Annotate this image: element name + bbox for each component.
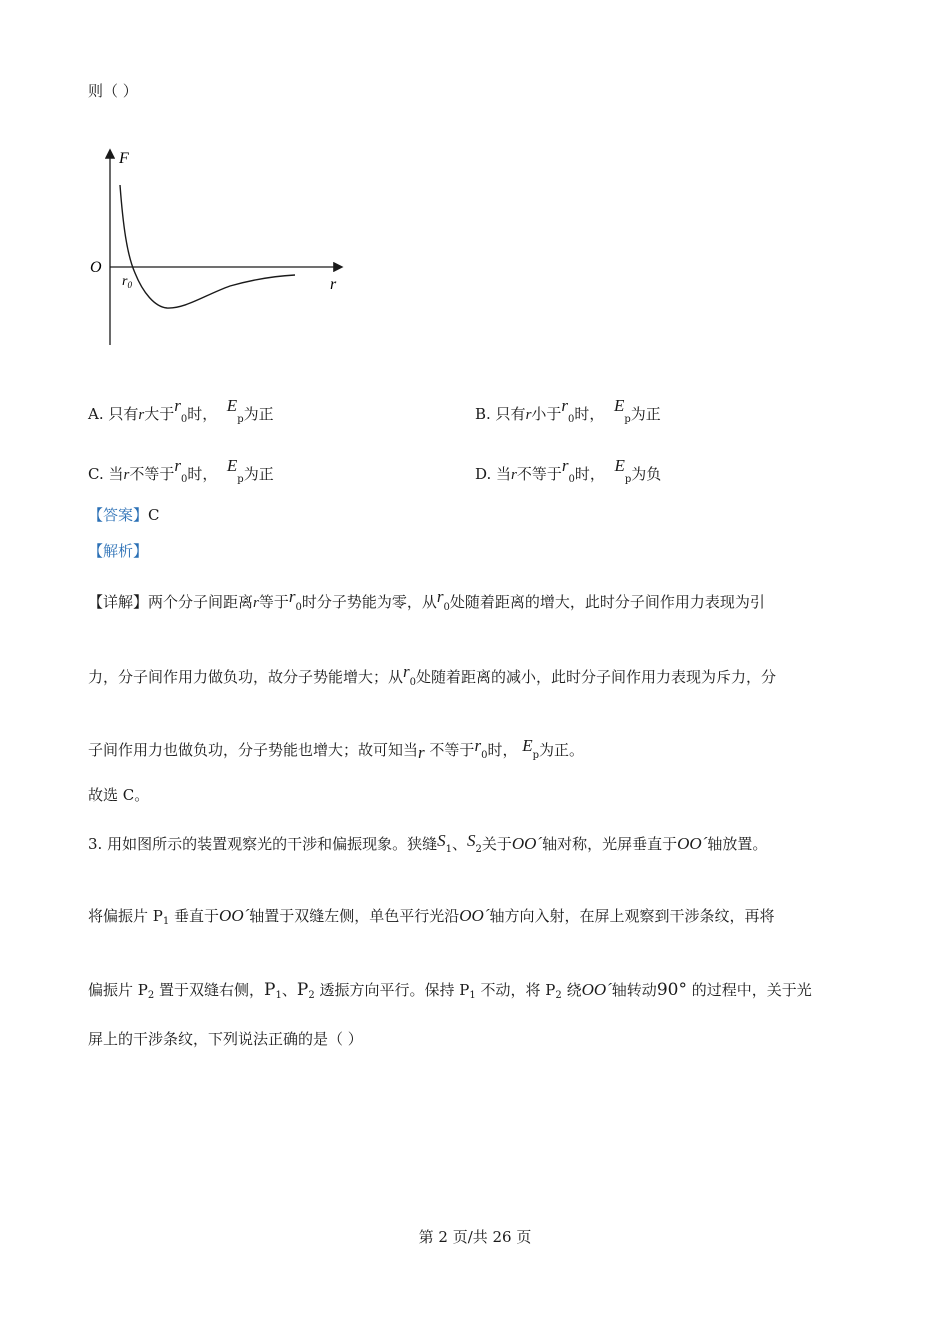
q3-line-4: 屏上的干涉条纹，下列说法正确的是（ ） — [88, 1030, 363, 1048]
q3-line-3: 偏振片 $P_2$ 置于双缝右侧，$P_1$、$P_2$ 透振方向平行。保持 $P_1$ 不动，将 $P_2$ 绕OO´轴转动90° 的过程中，关于光 — [88, 980, 812, 1001]
force-curve — [120, 185, 295, 308]
option-b[interactable]: B. 只有r小于$r_0$时， $E_p$为正 — [475, 396, 661, 425]
question-stem-tail: 则（ ） — [88, 82, 138, 100]
option-d[interactable]: D. 当r不等于$r_0$时， $E_p$为负 — [475, 456, 662, 485]
option-c[interactable]: C. 当r不等于$r_0$时， $E_p$为正 — [88, 456, 274, 485]
conclusion: 故选 C。 — [88, 786, 150, 804]
answer-value: C — [148, 506, 160, 524]
origin-label: O — [90, 259, 102, 276]
q3-line-2: 将偏振片 $P_1$ 垂直于OO´轴置于双缝左侧，单色平行光沿OO´轴方向入射，在屏上观察到干涉条纹，再将 — [88, 906, 775, 927]
r0-label: $r_0$ — [122, 274, 132, 290]
analysis-tag: 【解析】 — [88, 542, 149, 560]
answer-tag: 【答案】 — [88, 506, 149, 524]
y-axis-label: F — [119, 150, 129, 167]
option-a[interactable]: A. 只有r大于$r_0$时， $E_p$为正 — [88, 396, 274, 425]
force-distance-graph — [85, 145, 350, 355]
detail-line-3: 子间作用力也做负功，分子势能也增大；故可知当r 不等于$r_0$时， $E_p$为正。 — [88, 736, 585, 762]
x-axis-label: r — [330, 276, 337, 293]
q3-line-1: 3. 用如图所示的装置观察光的干涉和偏振现象。狭缝$S_1$、$S_2$关于OO´轴对称，光屏垂直于OO´轴放置。 — [88, 831, 768, 855]
detail-line-1: 【详解】两个分子间距离r等于$r_0$时分子势能为零，从$r_0$处随着距离的增大，此时分子间作用力表现为引 — [88, 587, 765, 613]
page-footer: 第 2 页/共 26 页 — [418, 1228, 532, 1246]
detail-line-2: 力，分子间作用力做负功，故分子势能增大；从$r_0$处随着距离的减小，此时分子间作用力表现为斥力，分 — [88, 662, 777, 688]
answer-line — [88, 504, 160, 525]
